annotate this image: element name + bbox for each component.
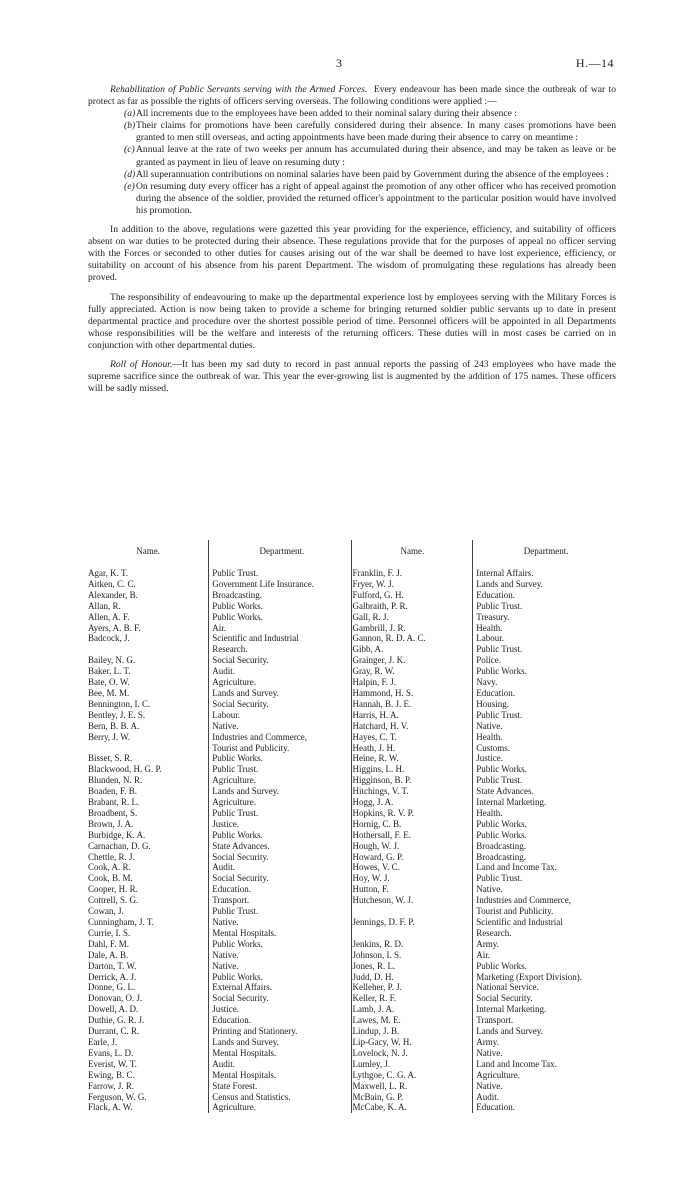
name-cell: Fulford, G. H. bbox=[352, 590, 473, 601]
name-cell: Jones, R. L. bbox=[352, 961, 473, 972]
name-cell: Earle, J. bbox=[88, 1036, 118, 1047]
name-cell: Howes, V. C. bbox=[352, 862, 473, 873]
department-cell: Land and Income Tax. bbox=[473, 1059, 616, 1070]
department-cell: Native. bbox=[473, 1081, 616, 1092]
name-cell: Bee, M. M. bbox=[88, 687, 130, 698]
department-cell: Broadcasting. bbox=[209, 590, 352, 601]
department-cell: Public Trust. bbox=[473, 873, 616, 884]
department-cell: Scientific and Industrial bbox=[209, 633, 352, 644]
department-column-header: Department. bbox=[209, 540, 352, 568]
name-cell: Harris, H. A. bbox=[352, 710, 473, 721]
name-cell: Hutcheson, W. J. bbox=[352, 895, 473, 906]
table-row bbox=[88, 612, 616, 623]
name-cell: Hoy, W. J. bbox=[352, 873, 473, 884]
name-cell: Lawes, M. E. bbox=[352, 1015, 473, 1026]
table-row bbox=[88, 633, 616, 644]
name-cell: Badcock, J. bbox=[88, 633, 130, 644]
name-cell: Burbidge, K. A. bbox=[88, 829, 146, 840]
table-row bbox=[88, 819, 616, 830]
name-cell: Berry, J. W. bbox=[88, 731, 131, 742]
body-text bbox=[88, 84, 616, 395]
name-cell: Hatchard, H. V. bbox=[352, 721, 473, 732]
roll-text: It has been my sad duty to record in past annual reports the passing of 243 employees who have made the supreme sacrifice since the outbreak of war. This year the ever-growing list is augmented by the addition of 175 names. These officers will be sadly missed. bbox=[88, 358, 616, 395]
name-cell: Bennington, I. C. bbox=[88, 698, 151, 709]
table-row bbox=[88, 764, 616, 775]
name-cell: McBain, G. P. bbox=[352, 1092, 473, 1103]
name-cell: Johnson, I. S. bbox=[352, 950, 473, 961]
name-cell: Heath, J. H. bbox=[352, 743, 473, 754]
department-cell: Native. bbox=[473, 884, 616, 895]
name-cell: Dahl, F. M. bbox=[88, 938, 130, 949]
department-cell: State Advances. bbox=[209, 841, 352, 852]
table-row bbox=[88, 688, 616, 699]
department-cell: Government Life Insurance. bbox=[209, 579, 352, 590]
name-cell bbox=[352, 906, 473, 917]
department-cell: Air. bbox=[209, 623, 352, 634]
department-cell: Justice. bbox=[209, 1004, 352, 1015]
name-cell: Donovan, O. J. bbox=[88, 993, 143, 1004]
name-cell: Baker, L. T. bbox=[88, 666, 131, 677]
department-cell: National Service. bbox=[473, 982, 616, 993]
department-cell: Tourist and Publicity. bbox=[209, 743, 352, 754]
table-row bbox=[88, 808, 616, 819]
department-cell: Lands and Survey. bbox=[209, 1037, 352, 1048]
name-cell: Galbraith, P. R. bbox=[352, 601, 473, 612]
condition-text: Their claims for promotions have been carefully considered during their absence. In many cases promotions have been granted to men still overseas, and acting appointments have been made during their absence to carry on meantime : bbox=[136, 120, 616, 144]
name-cell: Kelleher, P. J. bbox=[352, 982, 473, 993]
name-cell: Broadbent, S. bbox=[88, 807, 138, 818]
department-cell: Mental Hospitals. bbox=[209, 1048, 352, 1059]
department-cell: Public Trust. bbox=[473, 710, 616, 721]
name-cell: Hopkins, R. V. P. bbox=[352, 808, 473, 819]
page-number: 3 bbox=[336, 56, 342, 70]
department-cell: Mental Hospitals. bbox=[209, 1070, 352, 1081]
department-cell: Education. bbox=[473, 688, 616, 699]
name-cell: Judd, D. H. bbox=[352, 972, 473, 983]
department-cell: Social Security. bbox=[473, 993, 616, 1004]
department-cell: Public Trust. bbox=[473, 775, 616, 786]
department-cell: Public Trust. bbox=[209, 906, 352, 917]
department-cell: Health. bbox=[473, 808, 616, 819]
name-cell: Carnachan, D. G. bbox=[88, 840, 151, 851]
department-cell: Native. bbox=[209, 950, 352, 961]
department-cell: Public Works. bbox=[473, 764, 616, 775]
condition-text: Annual leave at the rate of two weeks per annum has accumulated during their absence, and may be taken as leave or be granted as payment in lieu of leave on resuming duty : bbox=[136, 144, 616, 168]
department-cell: State Advances. bbox=[473, 786, 616, 797]
table-row bbox=[88, 1070, 616, 1081]
name-cell: Brown, J. A. bbox=[88, 818, 134, 829]
department-cell: Education. bbox=[473, 590, 616, 601]
department-cell: Printing and Stationery. bbox=[209, 1026, 352, 1037]
table-row bbox=[88, 852, 616, 863]
name-cell: Bailey, N. G. bbox=[88, 655, 136, 666]
name-cell: Aitken, C. C. bbox=[88, 578, 136, 589]
table-body bbox=[88, 568, 616, 1113]
condition-item bbox=[124, 169, 616, 181]
name-cell: Bate, O. W. bbox=[88, 677, 130, 688]
department-cell: Lands and Survey. bbox=[473, 579, 616, 590]
table-row bbox=[88, 568, 616, 579]
name-cell: Bisset, S. R. bbox=[88, 753, 133, 764]
table-row bbox=[88, 699, 616, 710]
table-row bbox=[88, 950, 616, 961]
department-cell: Industries and Commerce, bbox=[473, 895, 616, 906]
document-reference: H.—14 bbox=[575, 56, 614, 70]
department-cell: Lands and Survey. bbox=[209, 786, 352, 797]
department-column-header-2: Department. bbox=[473, 540, 616, 568]
name-cell: Cooper, H. R. bbox=[88, 884, 138, 895]
department-cell: External Affairs. bbox=[209, 982, 352, 993]
department-cell: Tourist and Publicity. bbox=[473, 906, 616, 917]
name-cell: Agar, K. T. bbox=[88, 568, 129, 578]
table-row bbox=[88, 1092, 616, 1103]
name-cell: Everist, W. T. bbox=[88, 1058, 137, 1069]
department-cell: Transport. bbox=[473, 1015, 616, 1026]
department-cell: Land and Income Tax. bbox=[473, 862, 616, 873]
condition-label: (e) bbox=[124, 180, 135, 192]
name-cell: Flack, A. W. bbox=[88, 1102, 133, 1113]
department-cell: Labour. bbox=[209, 710, 352, 721]
department-cell: Research. bbox=[209, 644, 352, 655]
name-cell: Hannah, B. J. E. bbox=[352, 699, 473, 710]
table-row bbox=[88, 1026, 616, 1037]
department-cell: Marketing (Export Division). bbox=[473, 972, 616, 983]
department-cell: Agriculture. bbox=[473, 1070, 616, 1081]
name-cell bbox=[352, 928, 473, 939]
page-header bbox=[0, 56, 700, 70]
condition-item bbox=[124, 120, 616, 144]
name-cell: Gannon, R. D. A. C. bbox=[352, 633, 473, 644]
department-cell: Public Works. bbox=[473, 666, 616, 677]
name-cell: Allen, A. F. bbox=[88, 611, 130, 622]
name-cell: Hutton, F. bbox=[352, 884, 473, 895]
department-cell: Public Trust. bbox=[473, 601, 616, 612]
table-row bbox=[88, 601, 616, 612]
name-cell: Jennings, D. F. P. bbox=[352, 917, 473, 928]
department-cell: Education. bbox=[209, 884, 352, 895]
department-cell: Census and Statistics. bbox=[209, 1092, 352, 1103]
name-cell: Gambrill, J. R. bbox=[352, 623, 473, 634]
name-cell: Howard, G. P. bbox=[352, 852, 473, 863]
name-cell: Cottrell, S. G. bbox=[88, 895, 139, 906]
department-cell: Public Works. bbox=[473, 830, 616, 841]
department-cell: Agriculture. bbox=[209, 797, 352, 808]
department-cell: Internal Marketing. bbox=[473, 1004, 616, 1015]
name-cell: Fryer, W. J. bbox=[352, 579, 473, 590]
department-cell: Health. bbox=[473, 623, 616, 634]
department-cell: Native. bbox=[473, 721, 616, 732]
department-cell: Customs. bbox=[473, 743, 616, 754]
table-row bbox=[88, 786, 616, 797]
condition-text: On resuming duty every officer has a right of appeal against the promotion of any other officer who has received promotion during the absence of the soldier, provided the returned officer's appointment to the particular position would have involved his promotion. bbox=[136, 180, 616, 216]
table-row bbox=[88, 1037, 616, 1048]
table-row bbox=[88, 895, 616, 906]
department-cell: Army. bbox=[473, 939, 616, 950]
department-cell: Internal Marketing. bbox=[473, 797, 616, 808]
department-cell: Public Works. bbox=[473, 961, 616, 972]
department-cell: Mental Hospitals. bbox=[209, 928, 352, 939]
name-cell: Cunningham, J. T. bbox=[88, 917, 154, 927]
name-cell: Farrow, J. R. bbox=[88, 1080, 135, 1091]
department-cell: Justice. bbox=[209, 819, 352, 830]
department-cell: Audit. bbox=[473, 1092, 616, 1103]
name-cell: Donne, G. L. bbox=[88, 982, 136, 993]
name-cell: Halpin, F. J. bbox=[352, 677, 473, 688]
name-cell: Maxwell, L. R. bbox=[352, 1081, 473, 1092]
name-cell: Hammond, H. S. bbox=[352, 688, 473, 699]
department-cell: Research. bbox=[473, 928, 616, 939]
department-cell: Public Trust. bbox=[209, 764, 352, 775]
department-cell: Agriculture. bbox=[209, 1102, 352, 1113]
name-cell: Darton, T. W. bbox=[88, 960, 137, 971]
table-row bbox=[88, 666, 616, 677]
name-cell: Blackwood, H. G. P. bbox=[88, 764, 162, 775]
department-cell: Public Works. bbox=[209, 939, 352, 950]
name-cell: Lumley, J. bbox=[352, 1059, 473, 1070]
department-cell: State Forest. bbox=[209, 1081, 352, 1092]
table-row bbox=[88, 906, 616, 917]
name-cell: Durrant, C. R. bbox=[88, 1026, 140, 1037]
name-cell: Duthie, G. R. J. bbox=[88, 1015, 145, 1026]
name-cell: Keller, R. F. bbox=[352, 993, 473, 1004]
name-column-header: Name. bbox=[136, 546, 160, 556]
department-cell: Treasury. bbox=[473, 612, 616, 623]
condition-label: (b) bbox=[124, 120, 136, 132]
name-cell: Hitchings, V. T. bbox=[352, 786, 473, 797]
table-row bbox=[88, 1059, 616, 1070]
table-row bbox=[88, 797, 616, 808]
name-cell: Cook, A. R. bbox=[88, 862, 131, 873]
table-row bbox=[88, 590, 616, 601]
table-row bbox=[88, 1015, 616, 1026]
name-cell: Hothersall, F. E. bbox=[352, 830, 473, 841]
department-cell: Army. bbox=[473, 1037, 616, 1048]
name-cell: Cook, B. M. bbox=[88, 873, 133, 884]
table-row bbox=[88, 655, 616, 666]
table-header-row bbox=[88, 540, 616, 568]
department-cell: Health. bbox=[473, 732, 616, 743]
name-cell: Ayers, A. B. F. bbox=[88, 622, 141, 633]
condition-item bbox=[124, 108, 616, 120]
department-cell: Lands and Survey. bbox=[473, 1026, 616, 1037]
department-cell: Public Trust. bbox=[473, 644, 616, 655]
table-row bbox=[88, 1048, 616, 1059]
table-row bbox=[88, 644, 616, 655]
name-cell: Hough, W. J. bbox=[352, 841, 473, 852]
rehab-intro: Every endeavour has been made since the outbreak of war to protect as far as possible the rights of officers serving overseas. The following conditions were applied :— bbox=[88, 84, 616, 108]
name-cell: Gall, R. J. bbox=[352, 612, 473, 623]
department-cell: Education. bbox=[209, 1015, 352, 1026]
name-cell: Lythgoe, C. G. A. bbox=[352, 1070, 473, 1081]
name-cell: McCabe, K. A. bbox=[352, 1102, 473, 1113]
table-row bbox=[88, 862, 616, 873]
regulations-paragraph: In addition to the above, regulations were gazetted this year providing for the experience, efficiency, and suitability of officers absent on war duties to be protected during their absence. These regulations provide that for the purposes of appeal no officer serving with the Forces or seconded to other duties for causes arising out of the war shall be deemed to have lost experience, efficiency, or suitability on account of his absence from his parent Department. The wisdom of promulgating these regulations has already been proved. bbox=[88, 224, 616, 284]
table-row bbox=[88, 917, 616, 928]
department-cell: Broadcasting. bbox=[473, 841, 616, 852]
roll-of-honour-table bbox=[88, 540, 616, 1113]
department-cell: Justice. bbox=[473, 753, 616, 764]
table-row bbox=[88, 841, 616, 852]
department-cell: Public Works. bbox=[473, 819, 616, 830]
condition-text: All superannuation contributions on nominal salaries have been paid by Government during the absence of the employees : bbox=[136, 168, 609, 180]
name-cell: Dowell, A. D. bbox=[88, 1004, 139, 1015]
department-cell: Public Works. bbox=[209, 830, 352, 841]
name-cell: Brabant, R. L. bbox=[88, 797, 140, 808]
rehab-heading: Rehabilitation of Public Servants serving with the Armed Forces. bbox=[110, 84, 368, 95]
name-cell: Hornig, C. B. bbox=[352, 819, 473, 830]
name-cell: Chettle, R. J. bbox=[88, 851, 135, 862]
rehab-paragraph bbox=[88, 84, 616, 108]
table-row bbox=[88, 972, 616, 983]
table-row bbox=[88, 939, 616, 950]
department-cell: Agriculture. bbox=[209, 775, 352, 786]
condition-item bbox=[124, 144, 616, 168]
table-row bbox=[88, 623, 616, 634]
department-cell: Audit. bbox=[209, 666, 352, 677]
table-row bbox=[88, 961, 616, 972]
department-cell: Air. bbox=[473, 950, 616, 961]
name-cell: Lamb, J. A. bbox=[352, 1004, 473, 1015]
name-cell: Evans, L. D. bbox=[88, 1047, 134, 1058]
department-cell: Social Security. bbox=[209, 655, 352, 666]
table-row bbox=[88, 677, 616, 688]
name-cell bbox=[88, 743, 209, 754]
name-cell: Lip-Gacy, W. H. bbox=[352, 1037, 473, 1048]
department-cell: Internal Affairs. bbox=[473, 568, 616, 579]
table-row bbox=[88, 732, 616, 743]
department-cell: Social Security. bbox=[209, 699, 352, 710]
department-cell: Public Works. bbox=[209, 753, 352, 764]
table-row bbox=[88, 982, 616, 993]
department-cell: Audit. bbox=[209, 1059, 352, 1070]
department-cell: Public Trust. bbox=[209, 568, 352, 579]
department-cell: Housing. bbox=[473, 699, 616, 710]
name-cell: Higginson, B. P. bbox=[352, 775, 473, 786]
table-row bbox=[88, 1081, 616, 1092]
condition-label: (c) bbox=[124, 144, 135, 156]
name-cell: Boaden, F. B. bbox=[88, 786, 138, 797]
name-cell: Higgins, L. H. bbox=[352, 764, 473, 775]
condition-item bbox=[124, 181, 616, 217]
name-cell bbox=[88, 644, 209, 655]
department-cell: Lands and Survey. bbox=[209, 688, 352, 699]
name-cell: Heine, R. W. bbox=[352, 753, 473, 764]
name-cell: Hogg, J. A. bbox=[352, 797, 473, 808]
name-cell: Lindup, J. B. bbox=[352, 1026, 473, 1037]
name-cell: Jenkins, R. D. bbox=[352, 939, 473, 950]
conditions-list bbox=[88, 108, 616, 217]
name-cell: Ferguson, W. G. bbox=[88, 1091, 147, 1102]
responsibility-paragraph: The responsibility of endeavouring to make up the departmental experience lost by employees serving with the Military Forces is fully appreciated. Action is now being taken to provide a scheme for bringing returned soldier public servants up to date in present departmental practice and procedure over the shortest possible period of time. Personnel officers will be appointed in all Departments whose responsibilities will be the welfare and interests of the returning officers. These duties will in most cases be carried on in conjunction with other departmental duties. bbox=[88, 291, 616, 351]
department-cell: Public Works. bbox=[209, 972, 352, 983]
name-cell: Bentley, J. E. S. bbox=[88, 709, 146, 720]
department-cell: Social Security. bbox=[209, 873, 352, 884]
table-row bbox=[88, 775, 616, 786]
department-cell: Native. bbox=[209, 917, 352, 928]
name-cell: Blunden, N. R. bbox=[88, 775, 143, 786]
condition-label: (d) bbox=[124, 168, 136, 180]
department-cell: Public Trust. bbox=[209, 808, 352, 819]
table-row bbox=[88, 721, 616, 732]
department-cell: Native. bbox=[473, 1048, 616, 1059]
name-cell: Ewing, B. C. bbox=[88, 1069, 135, 1080]
condition-text: All increments due to the employees have been added to their nominal salary during their absence : bbox=[136, 108, 517, 120]
name-cell: Lovelock, N. J. bbox=[352, 1048, 473, 1059]
name-cell: Bern, B. B. A. bbox=[88, 720, 140, 731]
table-row bbox=[88, 928, 616, 939]
name-cell: Alexander, B. bbox=[88, 589, 138, 600]
condition-label: (a) bbox=[124, 108, 136, 120]
roll-paragraph: Roll of Honour.—It has been my sad duty to record in past annual reports the passing of 243 employees who have made the supreme sacrifice since the outbreak of war. This year the ever-growing list is augmented by the addition of 175 names. These officers will be sadly missed. bbox=[88, 358, 616, 395]
name-cell: Hayes, C. T. bbox=[352, 732, 473, 743]
table-row bbox=[88, 579, 616, 590]
table-row bbox=[88, 830, 616, 841]
department-cell: Police. bbox=[473, 655, 616, 666]
department-cell: Public Works. bbox=[209, 612, 352, 623]
name-cell: Derrick, A. J. bbox=[88, 971, 137, 982]
table-row bbox=[88, 1004, 616, 1015]
department-cell: Social Security. bbox=[209, 852, 352, 863]
name-cell: Grainger, J. K. bbox=[352, 655, 473, 666]
department-cell: Industries and Commerce, bbox=[209, 732, 352, 743]
table-row bbox=[88, 753, 616, 764]
department-cell: Social Security. bbox=[209, 993, 352, 1004]
table-row bbox=[88, 873, 616, 884]
name-cell: Currie, I. S. bbox=[88, 927, 131, 938]
department-cell: Audit. bbox=[209, 862, 352, 873]
department-cell: Agriculture. bbox=[209, 677, 352, 688]
table-row bbox=[88, 884, 616, 895]
name-cell: Cowan, J. bbox=[88, 906, 124, 917]
name-cell: Gibb, A. bbox=[352, 644, 473, 655]
department-cell: Scientific and Industrial bbox=[473, 917, 616, 928]
table-row bbox=[88, 1102, 616, 1113]
table-row bbox=[88, 743, 616, 754]
department-cell: Native. bbox=[209, 721, 352, 732]
department-cell: Transport. bbox=[209, 895, 352, 906]
name-cell: Gray, R. W. bbox=[352, 666, 473, 677]
name-cell: Dale, A. B. bbox=[88, 949, 129, 960]
name-column-header-2: Name. bbox=[352, 540, 473, 568]
name-cell: Allan, R. bbox=[88, 600, 121, 611]
department-cell: Broadcasting. bbox=[473, 852, 616, 863]
department-cell: Native. bbox=[209, 961, 352, 972]
department-cell: Education. bbox=[473, 1102, 616, 1113]
table-row bbox=[88, 993, 616, 1004]
department-cell: Labour. bbox=[473, 633, 616, 644]
department-cell: Public Works. bbox=[209, 601, 352, 612]
department-cell: Navy. bbox=[473, 677, 616, 688]
roll-heading: Roll of Honour. bbox=[110, 358, 173, 370]
table-row bbox=[88, 710, 616, 721]
name-cell: Franklin, F. J. bbox=[352, 568, 473, 579]
